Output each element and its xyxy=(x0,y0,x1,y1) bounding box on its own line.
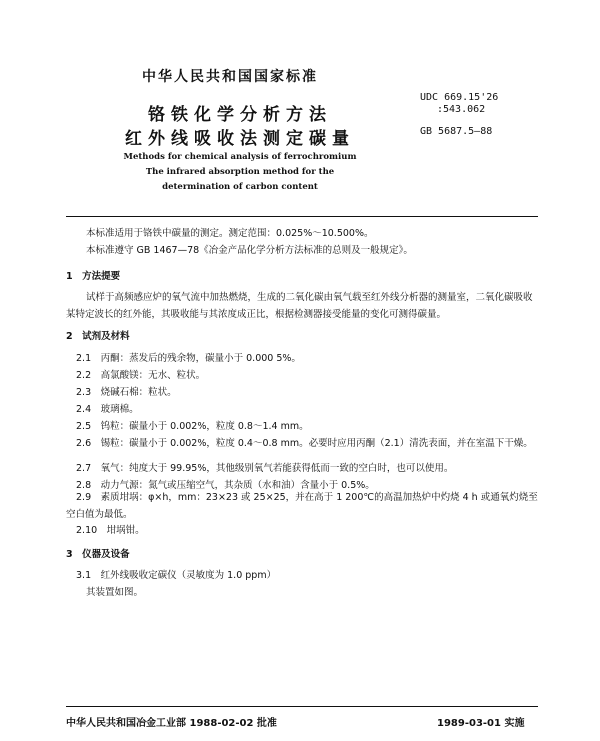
section-2-heading: 2 试剂及材料 xyxy=(66,331,130,342)
english-title-1: Methods for chemical analysis of ferrochromium xyxy=(123,152,357,162)
footer-approval: 中华人民共和国冶金工业部 1988-02-02 批准 xyxy=(66,718,277,729)
header-rule xyxy=(66,216,538,217)
item-2-8: 2.8 动力气源：氮气或压缩空气，其杂质（水和油）含量小于 0.5%。 xyxy=(76,480,375,491)
intro-1: 本标准适用于铬铁中碳量的测定。测定范围：0.025%～10.500%。 xyxy=(86,228,374,239)
title-line-2: 红外线吸收法测定碳量 xyxy=(125,129,355,149)
footer-rule xyxy=(66,706,538,707)
footer-effective: 1989-03-01 实施 xyxy=(437,718,525,729)
item-2-1: 2.1 丙酮：蒸发后的残余物，碳量小于 0.000 5%。 xyxy=(76,353,301,364)
udc-code-2: :543.062 xyxy=(437,104,486,115)
intro-2: 本标准遵守 GB 1467—78《冶金产品化学分析方法标准的总则及一般规定》。 xyxy=(86,245,413,256)
udc-code-1: UDC 669.15'26 xyxy=(420,92,499,103)
org-title: 中华人民共和国国家标准 xyxy=(142,69,318,85)
item-2-6: 2.6 锡粒：碳量小于 0.002%，粒度 0.4～0.8 mm。必要时应用丙酮（2.1）清洗表面，并在室温下干燥。 xyxy=(76,438,533,449)
gb-number: GB 5687.5—88 xyxy=(420,126,493,137)
item-3-1: 3.1 红外线吸收定碳仪（灵敏度为 1.0 ppm） xyxy=(76,570,277,581)
english-title-2: The infrared absorption method for the xyxy=(145,167,335,177)
english-title-3: determination of carbon content xyxy=(162,182,318,192)
item-2-3: 2.3 烧碱石棉：粒状。 xyxy=(76,387,177,398)
section-1-heading: 1 方法提要 xyxy=(66,271,121,282)
title-line-1: 铬铁化学分析方法 xyxy=(148,105,332,125)
item-2-7: 2.7 氧气：纯度大于 99.95%，其他级别氧气若能获得低而一致的空白时，也可以使用。 xyxy=(76,463,454,474)
section-3-heading: 3 仪器及设备 xyxy=(66,549,130,560)
item-2-9: 2.9 素质坩埚：φ×h，mm：23×23 或 25×25，并在高于 1 200℃的高温加热炉中灼烧 4 h 或通氧灼烧至空白值为最低。 xyxy=(66,492,538,520)
section-1-text: 试样于高频感应炉的氧气流中加热燃烧，生成的二氧化碳由氧气载至红外线分析器的测量室，二氧化碳吸收某特定波长的红外能，其吸收能与其浓度成正比，根据检测器接受能量的变化可测得碳量。 xyxy=(66,292,533,320)
item-3-note: 其装置如图。 xyxy=(86,587,144,598)
item-2-10: 2.10 坩埚钳。 xyxy=(76,525,145,536)
item-2-4: 2.4 玻璃棉。 xyxy=(76,404,139,415)
item-2-5: 2.5 钨粒：碳量小于 0.002%，粒度 0.8～1.4 mm。 xyxy=(76,421,309,432)
item-2-2: 2.2 高氯酸镁：无水、粒状。 xyxy=(76,370,206,381)
